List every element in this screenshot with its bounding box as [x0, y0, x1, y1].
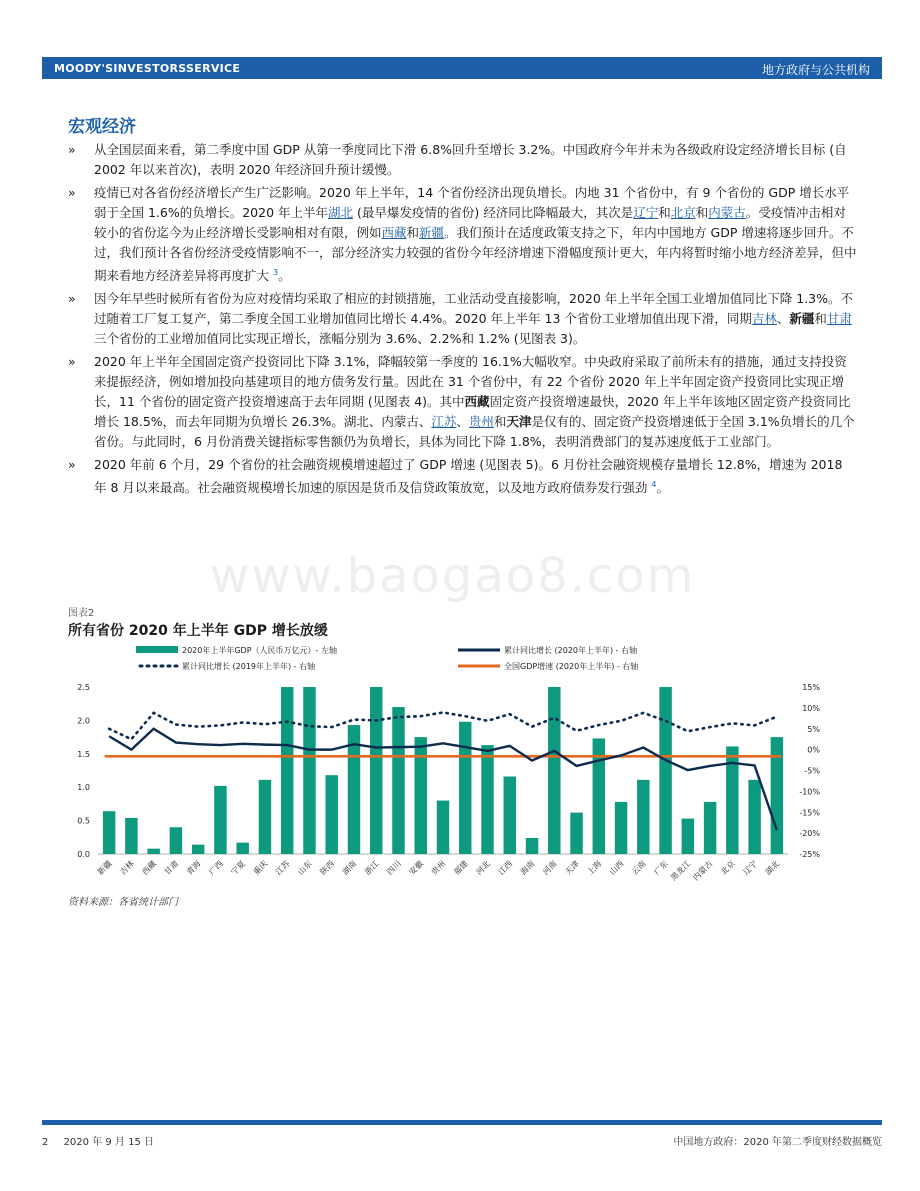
- bar: [303, 687, 315, 854]
- bold-text: 西藏: [464, 394, 490, 410]
- legend-label-bar: 2020年上半年GDP（人民币万亿元）- 左轴: [182, 646, 337, 655]
- y-left-tick: 0.5: [77, 816, 90, 826]
- page-number: 2: [42, 1137, 49, 1148]
- bar: [192, 845, 204, 854]
- x-tick-label: 北京: [719, 859, 737, 877]
- gdp-chart: [68, 640, 838, 890]
- bar: [392, 707, 404, 854]
- bullet-marker: »: [68, 354, 76, 370]
- x-tick-label: 江西: [496, 859, 515, 877]
- legend-label-line-2020: 累计同比增长 (2020年上半年) - 右轴: [504, 646, 638, 655]
- bar: [748, 780, 760, 854]
- text-run: 和: [695, 205, 709, 220]
- footer-left: [42, 1133, 166, 1148]
- x-tick-label: 江苏: [273, 859, 292, 877]
- x-tick-label: 浙江: [362, 859, 381, 877]
- province-link[interactable]: 吉林: [751, 311, 777, 327]
- bullet-list: [68, 140, 858, 501]
- x-tick-label: 重庆: [251, 859, 270, 877]
- bullet-paragraph: [68, 140, 858, 180]
- bar: [504, 777, 516, 854]
- province-link[interactable]: 西藏: [381, 225, 407, 240]
- bold-text: 天津: [506, 414, 532, 430]
- province-link[interactable]: 江苏: [431, 414, 457, 430]
- x-tick-label: 广东: [652, 859, 670, 877]
- footnote-ref[interactable]: 4: [651, 480, 657, 490]
- bar: [459, 722, 471, 854]
- section-title: 地方政府与公共机构: [761, 63, 870, 77]
- legend-label-national: 全国GDP增速 (2020年上半年) - 右轴: [504, 662, 639, 671]
- province-link[interactable]: 辽宁: [633, 205, 659, 220]
- bullet-paragraph: [68, 183, 858, 286]
- line-2019: [109, 712, 777, 739]
- legend-swatch-bar: [136, 646, 178, 653]
- x-tick-label: 西藏: [140, 859, 159, 877]
- x-tick-label: 福建: [451, 859, 470, 877]
- y-right-tick: -20%: [799, 829, 820, 839]
- x-tick-label: 云南: [630, 859, 648, 877]
- x-tick-label: 广西: [207, 859, 225, 877]
- text-run: 和: [493, 414, 507, 430]
- x-tick-label: 青海: [184, 859, 203, 877]
- x-tick-label: 山东: [296, 859, 314, 877]
- y-left-tick: 1.5: [77, 749, 90, 759]
- y-right-tick: 5%: [807, 724, 820, 734]
- text-run: 从全国层面来看，第二季度中国 GDP 从第一季度同比下滑 6.8%回升至增长 3.2%。中国政府今年并未为各级政府设定经济增长目标 (自 2002 年以来首次)，表明 2020 年经济回升预计缓慢。: [94, 142, 847, 177]
- x-tick-label: 天津: [563, 859, 581, 877]
- y-right-tick: -10%: [799, 787, 820, 797]
- bar: [771, 737, 783, 854]
- x-tick-label: 宁夏: [229, 859, 248, 877]
- x-tick-label: 四川: [385, 859, 403, 877]
- text-run: 、: [456, 414, 469, 430]
- legend-label-line-2019: 累计同比增长 (2019年上半年) - 右轴: [182, 662, 316, 671]
- section-heading: 宏观经济: [68, 117, 136, 137]
- text-run: 2020 年前 6 个月，29 个省份的社会融资规模增速超过了 GDP 增速 (见图表 5)。6 月份社会融资规模存量增长 12.8%，增速为 2018 年 8 月以来最高。社会融资规模增长加速的原因是货币及信贷政策放宽，以及地方政府债券发行强劲: [94, 457, 843, 496]
- x-tick-label: 湖南: [340, 859, 359, 877]
- province-link[interactable]: 新疆: [419, 225, 445, 240]
- province-link[interactable]: 贵州: [468, 414, 494, 430]
- watermark: www.baogao8.com: [210, 548, 696, 604]
- text-run: 三个省份的工业增加值同比实现正增长，涨幅分别为 3.6%、2.2%和 1.2% (见图表 3)。: [94, 331, 586, 347]
- bar: [615, 802, 627, 854]
- x-tick-label: 海南: [518, 859, 537, 877]
- text-run: 因今年早些时候所有省份为应对疫情均采取了相应的封锁措施，工业活动受直接影响，2020 年上半年全国工业增加值同比下降 1.3%。不过随着工厂复工复产，第二季度全国工业增加值同比增长 4.4%。2020 年上半年 13 个省份工业增加值出现下滑，同期: [94, 291, 854, 327]
- report-title: 中国地方政府：2020 年第二季度财经数据概览: [673, 1137, 882, 1148]
- bullet-marker: »: [68, 185, 76, 200]
- bullet-paragraph: [68, 289, 858, 349]
- text-run: 和: [658, 205, 671, 220]
- province-link[interactable]: 甘肃: [826, 311, 852, 327]
- x-tick-label: 新疆: [95, 859, 114, 877]
- text-run: 2020 年上半年全国固定资产投资同比下降 3.1%，降幅较第一季度的 16.1%大幅收窄。中央政府采取了前所未有的措施，通过支持投资来提振经济，例如增加投向基建项目的地方债务发行量。因此在 31 个省份中，有 22 个省份 2020 年上半年固定资产投资同比实现正增长，11 个省份的固定资产投资增速高于去年同期 (见图表 4)。其中: [94, 354, 847, 410]
- bar: [659, 687, 671, 854]
- province-link[interactable]: 北京: [670, 205, 696, 220]
- bar: [103, 811, 115, 854]
- report-date: 2020 年 9 月 15 日: [63, 1137, 154, 1148]
- y-left-tick: 0.0: [77, 850, 90, 859]
- bar: [481, 745, 493, 854]
- figure-title: 所有省份 2020 年上半年 GDP 增长放缓: [68, 623, 328, 639]
- y-right-tick: -25%: [799, 850, 820, 859]
- text-run: 和: [406, 225, 420, 240]
- y-left-tick: 2.5: [77, 683, 90, 692]
- x-tick-label: 河南: [541, 859, 559, 877]
- bar: [214, 786, 226, 854]
- x-tick-label: 辽宁: [741, 859, 760, 877]
- bar: [637, 780, 649, 854]
- y-right-tick: -5%: [804, 766, 820, 776]
- x-tick-label: 山西: [607, 859, 626, 877]
- header-bar: [42, 57, 882, 79]
- bar: [548, 687, 560, 854]
- x-tick-label: 陕西: [318, 859, 337, 877]
- province-link[interactable]: 内蒙古: [708, 205, 746, 220]
- bar: [437, 801, 449, 854]
- figure-source: 资料来源：各省统计部门: [68, 897, 178, 908]
- x-tick-label: 贵州: [429, 859, 448, 877]
- x-tick-label: 内蒙古: [691, 859, 715, 883]
- footnote-ref[interactable]: 3: [272, 268, 279, 277]
- y-left-tick: 2.0: [77, 716, 90, 726]
- bar: [281, 687, 293, 854]
- text-run: 。我们预计在适度政策支持之下，年内中国地方 GDP 增速将逐步回升。不过，我们预计各省份经济受疫情影响不一，部分经济实力较强的省份今年经济增速下滑幅度预计更大，年内将暂时缩小地方经济差异，但中期来看地方经济差异将再度扩大: [94, 225, 857, 284]
- bar: [526, 838, 538, 854]
- text-run: 和: [814, 311, 827, 327]
- bar: [259, 780, 271, 854]
- bar: [415, 737, 427, 854]
- text-run: 。: [278, 268, 291, 284]
- text-run: 疫情已对各省份经济增长产生广泛影响。2020 年上半年，14 个省份经济出现负增长。内地 31 个省份中，有 9 个省份的 GDP 增长水平弱于全国 1.6%的负增长。2020 年上半年: [94, 185, 850, 220]
- x-tick-label: 吉林: [118, 859, 136, 877]
- bar: [236, 843, 248, 854]
- bar: [147, 849, 159, 854]
- figure-label: 图表2: [68, 608, 95, 619]
- x-tick-label: 甘肃: [162, 859, 181, 877]
- bullet-paragraph: [68, 455, 858, 498]
- bar: [370, 687, 382, 854]
- bar: [325, 775, 337, 854]
- text-run: 固定资产投资增速最快，2020 年上半年该地区固定资产投资同比增长 18.5%，而去年同期为负增长 26.3%。湖北、内蒙古、: [94, 394, 851, 430]
- y-right-tick: 15%: [802, 683, 820, 692]
- x-tick-label: 上海: [585, 859, 604, 877]
- bullet-marker: »: [68, 457, 76, 473]
- x-tick-label: 湖北: [763, 859, 782, 877]
- bar: [704, 802, 716, 854]
- x-tick-label: 河北: [474, 859, 492, 877]
- bullet-paragraph: [68, 352, 858, 452]
- text-run: 。受疫情冲击相对较小的省份迄今为止经济增长受影响相对有限，例如: [94, 205, 846, 240]
- bar: [170, 827, 182, 854]
- bullet-marker: »: [68, 291, 76, 307]
- bullet-marker: »: [68, 142, 76, 157]
- province-link[interactable]: 湖北: [328, 205, 354, 220]
- y-right-tick: 0%: [807, 745, 820, 755]
- bar: [125, 818, 137, 854]
- y-left-tick: 1.0: [77, 783, 90, 793]
- x-tick-label: 安徽: [407, 859, 426, 877]
- y-right-tick: 10%: [802, 703, 820, 713]
- bar: [682, 819, 694, 854]
- x-tick-label: 黑龙江: [668, 859, 693, 883]
- bar: [570, 813, 582, 854]
- text-run: (最早爆发疫情的省份) 经济同比降幅最大，其次是: [353, 205, 634, 220]
- text-run: 是仅有的、固定资产投资增速低于全国 3.1%负增长的几个省份。与此同时，6 月份消费关键指标零售额仍为负增长，具体为同比下降 1.8%，表明消费部门的复苏速度低于工业部门。: [94, 414, 855, 450]
- footer-rule: [42, 1120, 882, 1125]
- brand-logo: MOODY'SINVESTORSSERVICE: [54, 62, 241, 75]
- text-run: 、: [776, 311, 790, 327]
- bold-text: 新疆: [789, 311, 815, 327]
- text-run: 。: [656, 480, 669, 496]
- y-right-tick: -15%: [799, 808, 820, 818]
